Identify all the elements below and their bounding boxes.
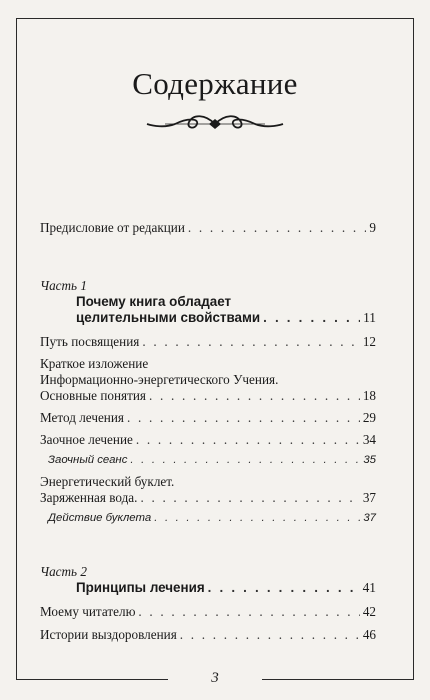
toc-item-page: 41 [362,580,376,595]
toc-item-label: Моему читателю [40,604,136,619]
part-1-heading-line1: Почему книга обладает [76,294,232,309]
leader-dots [154,510,360,526]
toc-item-booklet-action[interactable] [40,510,376,526]
toc-item-label: Метод лечения [40,410,124,425]
toc-item-label: Заочный сеанс [48,454,128,466]
toc-item-summary-line2: Информационно-энергетического Учения. [40,372,279,387]
toc-item-label: Заряженная вода. [40,490,138,505]
toc-item-summary-line1: Краткое изложение [40,356,149,371]
toc-item-page: 11 [363,310,376,325]
toc-item-page: 12 [362,334,376,349]
toc-item-label: Принципы лечения [76,580,205,595]
page-title: Содержание [132,66,298,101]
toc-item-label: Действие буклета [48,512,152,524]
toc-item-page: 35 [363,454,376,466]
leader-dots [208,580,360,596]
toc-item-page: 18 [362,388,376,403]
leader-dots [149,388,360,404]
leader-dots [142,334,359,350]
toc-item-label: Истории выздоровления [40,627,177,642]
part-2-label: Часть 2 [40,564,87,579]
leader-dots [130,452,360,468]
toc-item-page: 34 [362,432,376,447]
toc-item-page: 9 [369,220,376,235]
toc-item-label: Предисловие от редакции [40,220,185,235]
page-number: 3 [211,670,219,686]
leader-dots [263,310,360,326]
toc-item-path[interactable] [40,334,376,350]
toc-item-label: Основные понятия [40,388,146,403]
toc-item-booklet-line1: Энергетический буклет. [40,474,175,489]
toc-item-label: Путь посвящения [40,334,140,349]
toc-item-preface[interactable] [40,220,376,236]
toc-item-stories[interactable] [40,627,376,643]
toc-item-page: 46 [362,627,376,642]
toc-item-booklet[interactable] [40,490,376,506]
leader-dots [180,627,360,643]
toc-item-label: целительными свойствами [76,310,261,325]
toc-item-part1[interactable] [76,310,376,326]
toc-item-label: Заочное лечение [40,432,133,447]
toc-item-remote[interactable] [40,432,376,448]
toc-item-page: 29 [362,410,376,425]
leader-dots [140,490,359,506]
toc-item-page: 37 [362,490,376,505]
toc-item-page: 37 [363,512,376,524]
toc-item-summary[interactable] [40,388,376,404]
leader-dots [188,220,366,236]
toc-item-method[interactable] [40,410,376,426]
toc-item-reader[interactable] [40,604,376,620]
leader-dots [127,410,360,426]
flourish-ornament-icon [145,112,285,136]
part-1-label: Часть 1 [40,278,87,293]
toc-item-part2[interactable] [76,580,376,596]
leader-dots [138,604,359,620]
toc-item-page: 42 [362,604,376,619]
leader-dots [136,432,360,448]
toc-item-session[interactable] [40,452,376,468]
